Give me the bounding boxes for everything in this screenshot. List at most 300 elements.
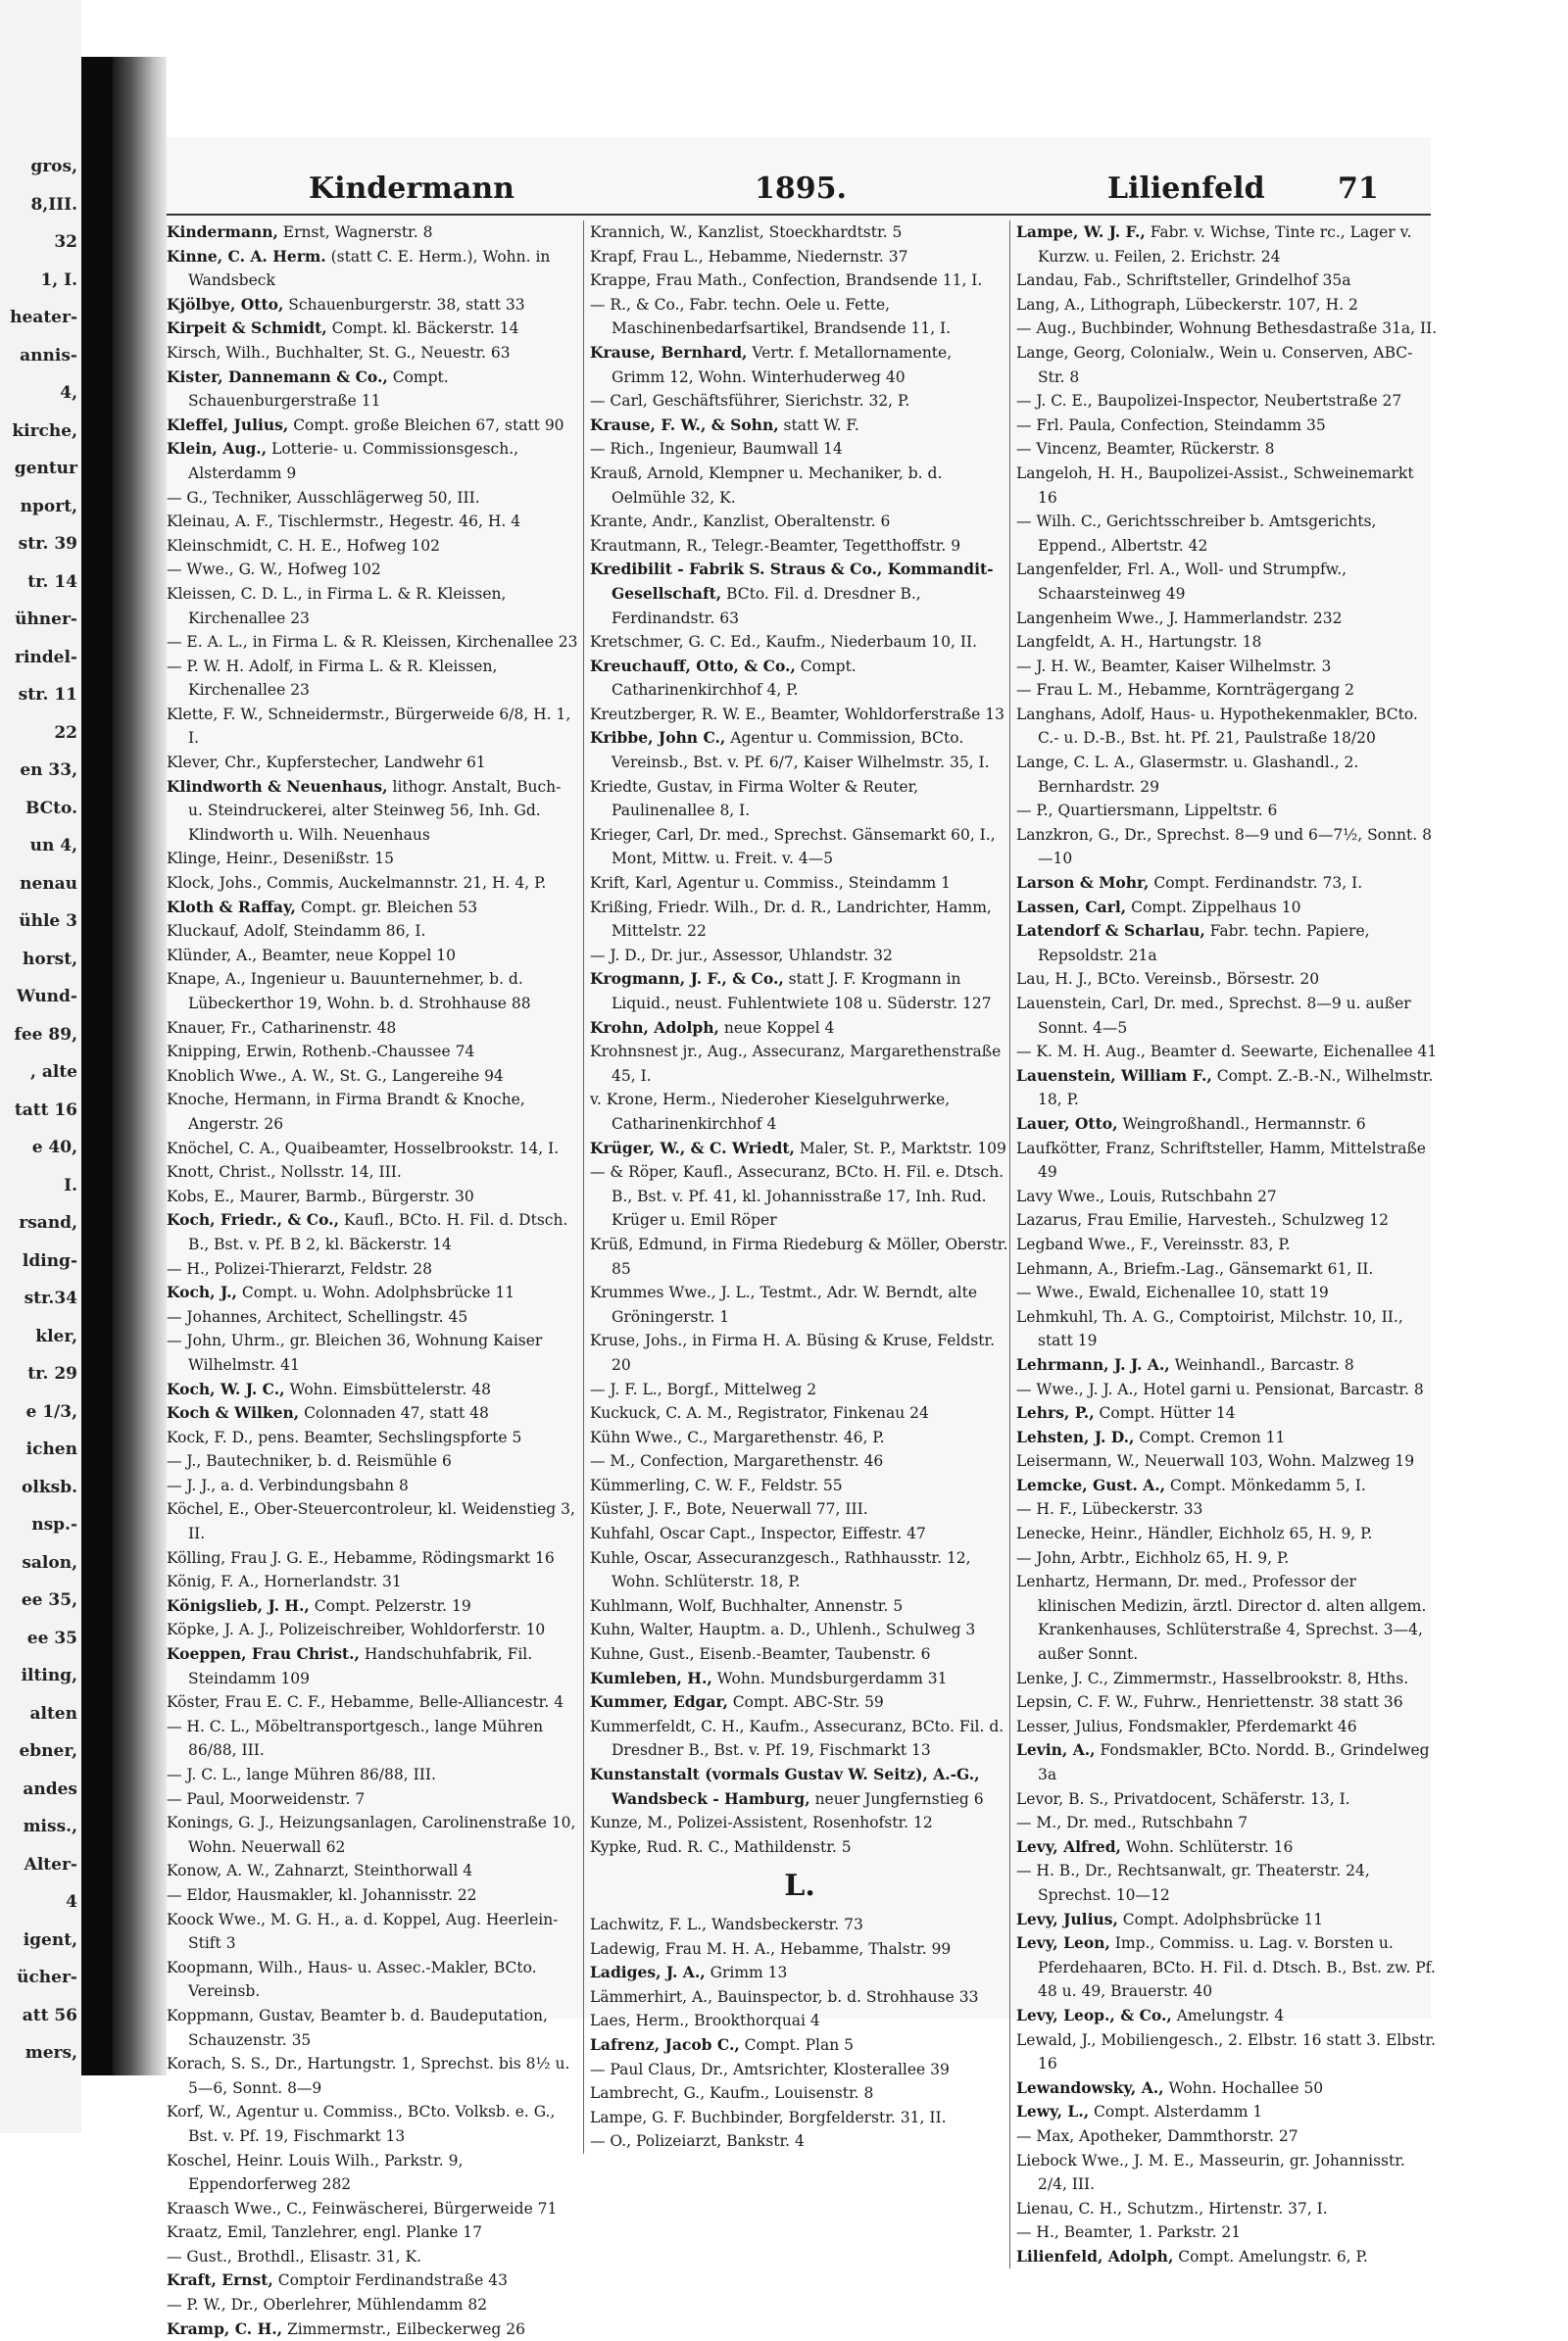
entry-text: Wohn. Mundsburgerdamm 31 xyxy=(711,1669,948,1687)
directory-entry xyxy=(167,703,580,751)
entry-text: Lange, C. L. A., Glasermstr. u. Glashandl., 2. Bernhardstr. 29 xyxy=(1016,754,1359,796)
entry-text: Lotterie- u. Commissionsgesch., Alsterdamm 9 xyxy=(188,440,519,482)
directory-entry xyxy=(590,462,1009,510)
entry-text: Kirsch, Wilh., Buchhalter, St. G., Neuestr. 63 xyxy=(167,343,511,362)
directory-entry xyxy=(590,2081,1009,2106)
directory-entry xyxy=(1016,389,1438,414)
entry-text: Lenecke, Heinr., Händler, Eichholz 65, H. 9, P. xyxy=(1016,1525,1373,1543)
directory-entry xyxy=(590,703,1009,727)
entry-name-bold: Kinne, C. A. Herm. xyxy=(167,246,326,266)
entry-text: Knott, Christ., Nollsstr. 14, III. xyxy=(167,1163,402,1182)
adjacent-page-text: salon, xyxy=(22,1552,77,1573)
directory-entry xyxy=(167,1956,580,2004)
directory-entry xyxy=(167,2100,580,2148)
entry-text: Colonnaden 47, statt 48 xyxy=(299,1404,489,1423)
adjacent-page-text: en 33, xyxy=(20,760,77,780)
adjacent-page-text: gentur xyxy=(14,459,77,478)
column-3 xyxy=(1009,220,1438,2268)
adjacent-page-text: ilting, xyxy=(21,1666,77,1685)
directory-entry xyxy=(1016,2245,1438,2269)
directory-entry xyxy=(167,896,580,920)
directory-entry xyxy=(167,919,580,944)
entry-text: — P. W., Dr., Oberlehrer, Mühlendamm 82 xyxy=(167,2296,488,2315)
entry-text: Fondsmakler, BCto. Nordd. B., Grindelweg 3a xyxy=(1038,1741,1430,1783)
directory-entry xyxy=(590,944,1009,968)
column-2-k-entries xyxy=(590,220,1009,1859)
entry-name-bold: Kredibilit - Fabrik S. Straus & Co., Kommandit-Gesellschaft, xyxy=(590,560,994,603)
entry-text: Kock, F. D., pens. Beamter, Sechslingspforte 5 xyxy=(167,1428,522,1446)
directory-entry xyxy=(590,1378,1009,1402)
directory-entry xyxy=(590,1763,1009,1811)
directory-entry xyxy=(167,245,580,293)
entry-name-bold: Latendorf & Scharlau, xyxy=(1016,921,1205,941)
adjacent-page-text: 1, I. xyxy=(40,269,77,290)
entry-text: Kuhlmann, Wolf, Buchhalter, Annenstr. 5 xyxy=(590,1596,904,1615)
entry-name-bold: Lehsten, J. D., xyxy=(1016,1427,1135,1446)
adjacent-page-text: un 4, xyxy=(29,836,77,855)
directory-entry xyxy=(590,1961,1009,1985)
entry-text: Lachwitz, F. L., Wandsbeckerstr. 73 xyxy=(590,1915,863,1933)
directory-entry xyxy=(1016,799,1438,823)
entry-text: Lenke, J. C., Zimmermstr., Hasselbrookstr. 8, Hths. xyxy=(1016,1669,1409,1687)
directory-entry xyxy=(590,1937,1009,1962)
entry-text: Fabr. techn. Papiere, Repsoldstr. 21a xyxy=(1038,922,1370,964)
adjacent-page-text: miss., xyxy=(23,1817,77,1836)
entry-name-bold: Kreuchauff, Otto, & Co., xyxy=(590,656,796,675)
entry-name-bold: Levy, Leon, xyxy=(1016,1933,1110,1953)
entry-text: Compt. Adolphsbrücke 11 xyxy=(1117,1910,1324,1928)
directory-entry xyxy=(590,2033,1009,2058)
directory-entry xyxy=(1016,2197,1438,2221)
entry-text: — John, Uhrm., gr. Bleichen 36, Wohnung Kaiser Wilhelmstr. 41 xyxy=(167,1332,543,1374)
directory-entry xyxy=(167,293,580,317)
adjacent-page-text: mers, xyxy=(24,2043,77,2063)
entry-text: — Frl. Paula, Confection, Steindamm 35 xyxy=(1016,415,1326,434)
directory-entry xyxy=(167,582,580,630)
directory-entry xyxy=(1016,1835,1438,1860)
directory-entry xyxy=(167,1378,580,1402)
entry-text: Kraatz, Emil, Tanzlehrer, engl. Planke 17 xyxy=(167,2223,482,2242)
directory-entry xyxy=(590,389,1009,414)
directory-entry xyxy=(1016,678,1438,703)
directory-entry xyxy=(167,944,580,968)
entry-text: Lepsin, C. F. W., Fuhrw., Henriettenstr. 38 statt 36 xyxy=(1016,1693,1403,1712)
entry-name-bold: Kleffel, Julius, xyxy=(167,415,289,434)
directory-entry xyxy=(590,871,1009,896)
entry-text: Krüß, Edmund, in Firma Riedeburg & Möller, Oberstr. 85 xyxy=(590,1235,1008,1278)
directory-entry xyxy=(1016,823,1438,871)
directory-entry xyxy=(167,220,580,245)
directory-entry xyxy=(167,1088,580,1136)
entry-text: Vertr. f. Metallornamente, Grimm 12, Wohn. Winterhuderweg 40 xyxy=(612,343,953,386)
entry-text: Lienau, C. H., Schutzm., Hirtenstr. 37, I. xyxy=(1016,2199,1328,2218)
directory-entry xyxy=(167,2220,580,2245)
adjacent-page-text: tr. 29 xyxy=(27,1364,77,1384)
entry-text: — & Röper, Kaufl., Assecuranz, BCto. H. Fil. e. Dtsch. B., Bst. v. Pf. 41, kl. Johannisstraße 17, Inh. Rud. Krüger u. Emil Röper xyxy=(590,1163,1004,1230)
directory-entry xyxy=(1016,1931,1438,2004)
entry-text: Lang, A., Lithograph, Lübeckerstr. 107, H. 2 xyxy=(1016,295,1358,314)
entry-text: Kreutzberger, R. W. E., Beamter, Wohldorferstraße 13 xyxy=(590,705,1005,723)
directory-entry xyxy=(167,1305,580,1330)
adjacent-page-text: igent, xyxy=(23,1929,77,1950)
entry-text: — J. C. E., Baupolizei-Inspector, Neubertstraße 27 xyxy=(1016,392,1402,411)
entry-text: Korach, S. S., Dr., Hartungstr. 1, Sprechst. bis 8½ u. 5—6, Sonnt. 8—9 xyxy=(167,2055,570,2097)
entry-text: Krautmann, R., Telegr.-Beamter, Tegetthoffstr. 9 xyxy=(590,536,961,555)
directory-entry xyxy=(167,655,580,703)
entry-text: Lewald, J., Mobiliengesch., 2. Elbstr. 16 statt 3. Elbstr. 16 xyxy=(1016,2030,1436,2073)
entry-name-bold: Kloth & Raffay, xyxy=(167,897,296,916)
directory-entry xyxy=(590,1401,1009,1426)
directory-entry xyxy=(590,293,1009,341)
directory-entry xyxy=(1016,1401,1438,1426)
directory-entry xyxy=(590,1642,1009,1667)
directory-entry xyxy=(1016,1908,1438,1932)
adjacent-page-text: heater- xyxy=(10,308,77,327)
entry-name-bold: Lilienfeld, Adolph, xyxy=(1016,2246,1174,2266)
adjacent-page-text: fee 89, xyxy=(14,1024,77,1045)
directory-entry xyxy=(1016,2028,1438,2076)
entry-text: Kuhn, Walter, Hauptm. a. D., Uhlenh., Schulweg 3 xyxy=(590,1621,976,1639)
entry-text: Knoblich Wwe., A. W., St. G., Langereihe 94 xyxy=(167,1066,504,1085)
adjacent-page-text: I. xyxy=(64,1175,77,1195)
directory-entry xyxy=(1016,268,1438,293)
directory-entry xyxy=(167,1883,580,1908)
entry-text: Korf, W., Agentur u. Commiss., BCto. Volksb. e. G., Bst. v. Pf. 19, Fischmarkt 13 xyxy=(167,2103,556,2145)
entry-text: — H. C. L., Möbeltransportgesch., lange Mühren 86/88, III. xyxy=(167,1717,544,1760)
entry-name-bold: Koch, W. J. C., xyxy=(167,1379,285,1398)
entry-text: Lesser, Julius, Fondsmakler, Pferdemarkt 46 xyxy=(1016,1717,1357,1735)
entry-text: Wohn. Hochallee 50 xyxy=(1163,2078,1324,2097)
directory-entry xyxy=(590,1546,1009,1594)
entry-name-bold: Levy, Julius, xyxy=(1016,1909,1118,1928)
entry-text: Lavy Wwe., Louis, Rutschbahn 27 xyxy=(1016,1187,1277,1205)
directory-entry xyxy=(590,1449,1009,1474)
directory-entry xyxy=(167,1401,580,1426)
directory-entry xyxy=(1016,2004,1438,2028)
adjacent-page-text: ücher- xyxy=(17,1968,77,1987)
entry-text: statt J. F. Krogmann in Liquid., neust. Fuhlentwiete 108 u. Süderstr. 127 xyxy=(612,970,992,1012)
directory-entry xyxy=(167,1016,580,1041)
entry-text: — P., Quartiersmann, Lippeltstr. 6 xyxy=(1016,802,1278,820)
entry-text: Compt. gr. Bleichen 53 xyxy=(295,898,478,916)
entry-text: Kümmerling, C. W. F., Feldstr. 55 xyxy=(590,1476,843,1494)
directory-entry xyxy=(167,317,580,341)
directory-entry xyxy=(1016,220,1438,268)
entry-text: Koopmann, Wilh., Haus- u. Assec.-Makler, BCto. Vereinsb. xyxy=(167,1958,537,2001)
adjacent-page-text: kirche, xyxy=(12,420,77,441)
directory-entry xyxy=(590,1618,1009,1642)
directory-entry xyxy=(590,1913,1009,1937)
directory-entry xyxy=(590,1329,1009,1377)
entry-name-bold: Ladiges, J. A., xyxy=(590,1963,706,1982)
entry-text: Klinge, Heinr., Desenißstr. 15 xyxy=(167,850,395,868)
entry-text: Kunze, M., Polizei-Assistent, Rosenhofstr. 12 xyxy=(590,1814,933,1832)
entry-text: Laufkötter, Franz, Schriftsteller, Hamm, Mittelstraße 49 xyxy=(1016,1139,1426,1182)
directory-entry xyxy=(590,1160,1009,1233)
adjacent-page-text: ichen xyxy=(25,1439,77,1459)
directory-entry xyxy=(590,268,1009,293)
entry-text: Legband Wwe., F., Vereinsstr. 83, P. xyxy=(1016,1235,1291,1253)
directory-entry xyxy=(167,1257,580,1282)
entry-text: Krannich, W., Kanzlist, Stoeckhardtstr. 5 xyxy=(590,223,903,241)
directory-entry xyxy=(167,871,580,896)
directory-entry xyxy=(167,630,580,655)
entry-text: Kleinschmidt, C. H. E., Hofweg 102 xyxy=(167,536,441,555)
entry-text: Lehmann, A., Briefm.-Lag., Gänsemarkt 61, II. xyxy=(1016,1259,1374,1278)
adjacent-page-text: str. 11 xyxy=(18,685,77,705)
directory-entry xyxy=(1016,437,1438,462)
entry-name-bold: Levin, A., xyxy=(1016,1740,1096,1760)
directory-entry xyxy=(590,1137,1009,1161)
entry-text: — J. F. L., Borgf., Mittelweg 2 xyxy=(590,1380,817,1398)
directory-entry xyxy=(1016,1522,1438,1546)
entry-text: Konings, G. J., Heizungsanlagen, Carolinenstraße 10, Wohn. Neuerwall 62 xyxy=(167,1814,576,1856)
entry-text: Wohn. Eimsbüttelerstr. 48 xyxy=(284,1380,491,1398)
entry-text: Handschuhfabrik, Fil. Steindamm 109 xyxy=(188,1645,533,1687)
entry-name-bold: Königslieb, J. H., xyxy=(167,1595,310,1615)
entry-text: Lazarus, Frau Emilie, Harvesteh., Schulzweg 12 xyxy=(1016,1211,1389,1230)
entry-text: — J. J., a. d. Verbindungsbahn 8 xyxy=(167,1476,409,1494)
running-head-last: Lilienfeld xyxy=(1107,171,1265,206)
directory-entry xyxy=(1016,1040,1438,1064)
entry-name-bold: Lampe, W. J. F., xyxy=(1016,222,1146,241)
directory-entry xyxy=(590,534,1009,559)
entry-text: — Vincenz, Beamter, Rückerstr. 8 xyxy=(1016,440,1275,459)
directory-page xyxy=(167,137,1438,2338)
directory-entry xyxy=(590,341,1009,389)
entry-text: Kobs, E., Maurer, Barmb., Bürgerstr. 30 xyxy=(167,1187,474,1205)
entry-text: Kummerfeldt, C. H., Kaufm., Assecuranz, BCto. Fil. d. Dresdner B., Bst. v. Pf. 19, Fischmarkt 13 xyxy=(590,1717,1004,1760)
adjacent-page-text: nenau xyxy=(20,873,77,894)
column-2 xyxy=(583,220,1009,2154)
adjacent-page-text: gros, xyxy=(30,157,77,176)
entry-text: Klette, F. W., Schneidermstr., Bürgerweide 6/8, H. 1, I. xyxy=(167,705,571,748)
entry-name-bold: Kribbe, John C., xyxy=(590,728,726,748)
entry-name-bold: Krogmann, J. F., & Co., xyxy=(590,969,784,989)
entry-name-bold: Krüger, W., & C. Wriedt, xyxy=(590,1138,795,1157)
entry-text: — R., & Co., Fabr. techn. Oele u. Fette, Maschinenbedarfsartikel, Brandsende 11, I. xyxy=(590,295,952,338)
section-letter: L. xyxy=(784,1869,815,1904)
entry-text: König, F. A., Hornerlandstr. 31 xyxy=(167,1573,402,1591)
directory-entry xyxy=(1016,1667,1438,1691)
directory-entry xyxy=(1016,1738,1438,1786)
adjacent-page-text: alten xyxy=(29,1703,77,1724)
entry-name-bold: Levy, Alfred, xyxy=(1016,1836,1121,1856)
directory-entry xyxy=(590,1667,1009,1691)
directory-entry xyxy=(167,1449,580,1474)
directory-entry xyxy=(167,1160,580,1185)
entry-text: Laes, Herm., Brookthorquai 4 xyxy=(590,2012,820,2030)
adjacent-page-text: att 56 xyxy=(22,2005,77,2025)
entry-name-bold: Kraft, Ernst, xyxy=(167,2270,273,2290)
directory-entry xyxy=(590,1522,1009,1546)
entry-text: Krift, Karl, Agentur u. Commiss., Steindamm 1 xyxy=(590,874,952,893)
entry-text: Krapf, Frau L., Hebamme, Niedernstr. 37 xyxy=(590,247,908,266)
directory-entry xyxy=(590,1985,1009,2010)
entry-text: Weinhandl., Barcastr. 8 xyxy=(1169,1355,1354,1374)
directory-entry xyxy=(167,1064,580,1089)
entry-text: Langhans, Adolf, Haus- u. Hypothekenmakler, BCto. C.- u. D.-B., Bst. ht. Pf. 21, Paulstraße 18/20 xyxy=(1016,705,1418,748)
directory-entry xyxy=(590,726,1009,774)
adjacent-page-text: annis- xyxy=(20,345,77,366)
entry-text: Kölling, Frau J. G. E., Hebamme, Rödingsmarkt 16 xyxy=(167,1548,555,1567)
directory-entry xyxy=(167,2052,580,2100)
page-gutter-shadow xyxy=(113,57,167,2075)
directory-entry xyxy=(167,967,580,1015)
entry-text: v. Krone, Herm., Niederoher Kieselguhrwerke, Catharinenkirchhof 4 xyxy=(590,1091,951,1133)
entry-text: Compt. u. Wohn. Adolphsbrücke 11 xyxy=(236,1284,515,1302)
directory-entry xyxy=(167,1570,580,1594)
directory-entry xyxy=(590,1426,1009,1450)
adjacent-page-text: rindel- xyxy=(15,647,77,667)
adjacent-page-text: ebner, xyxy=(19,1741,77,1761)
entry-text: — M., Confection, Margarethenstr. 46 xyxy=(590,1452,884,1471)
entry-text: Krißing, Friedr. Wilh., Dr. d. R., Landrichter, Hamm, Mittelstr. 22 xyxy=(590,898,992,941)
entry-text: Kuhfahl, Oscar Capt., Inspector, Eiffestr. 47 xyxy=(590,1525,926,1543)
entry-text: Levor, B. S., Privatdocent, Schäferstr. 13, I. xyxy=(1016,1789,1350,1808)
directory-entry xyxy=(590,414,1009,438)
directory-entry xyxy=(1016,607,1438,631)
directory-entry xyxy=(590,1281,1009,1329)
entry-name-bold: Krause, F. W., & Sohn, xyxy=(590,415,779,434)
page-header xyxy=(167,171,1431,211)
directory-entry xyxy=(167,2317,580,2341)
directory-entry xyxy=(590,967,1009,1015)
directory-entry xyxy=(1016,2220,1438,2245)
entry-text: Compt. Schauenburgerstraße 11 xyxy=(188,367,449,411)
entry-text: Ladewig, Frau M. H. A., Hebamme, Thalstr. 99 xyxy=(590,1939,952,1958)
directory-entry xyxy=(167,1908,580,1956)
directory-entry xyxy=(1016,1257,1438,1282)
entry-name-bold: Larson & Mohr, xyxy=(1016,873,1150,893)
directory-entry xyxy=(1016,1353,1438,1378)
directory-entry xyxy=(1016,703,1438,751)
directory-entry xyxy=(1016,1185,1438,1209)
entry-text: — Paul Claus, Dr., Amtsrichter, Klosterallee 39 xyxy=(590,2060,950,2078)
directory-entry xyxy=(167,486,580,511)
adjacent-page-text: BCto. xyxy=(24,798,77,818)
entry-name-bold: Kummer, Edgar, xyxy=(590,1692,728,1712)
entry-text: Kraasch Wwe., C., Feinwäscherei, Bürgerweide 71 xyxy=(167,2199,558,2218)
directory-entry xyxy=(590,1811,1009,1835)
adjacent-page-fragment xyxy=(0,0,81,2133)
entry-text: — Rich., Ingenieur, Baumwall 14 xyxy=(590,440,843,459)
entry-text: Wohn. Schlüterstr. 16 xyxy=(1120,1837,1294,1856)
entry-name-bold: Koch & Wilken, xyxy=(167,1403,300,1423)
entry-text: Küster, J. F., Bote, Neuerwall 77, III. xyxy=(590,1500,868,1519)
directory-entry xyxy=(590,2129,1009,2154)
directory-entry xyxy=(167,1137,580,1161)
directory-entry xyxy=(1016,1449,1438,1474)
entry-text: Kleinau, A. F., Tischlermstr., Hegestr. 46, H. 4 xyxy=(167,512,521,531)
directory-entry xyxy=(1016,919,1438,967)
directory-entry xyxy=(167,366,580,414)
entry-text: — Gust., Brothdl., Elisastr. 31, K. xyxy=(167,2247,422,2266)
directory-entry xyxy=(167,2004,580,2052)
adjacent-page-text: tatt 16 xyxy=(14,1099,77,1120)
directory-entry xyxy=(1016,2149,1438,2197)
entry-text: Kuhle, Oscar, Assecuranzgesch., Rathhausstr. 12, Wohn. Schlüterstr. 18, P. xyxy=(590,1548,971,1591)
adjacent-page-text: nsp.- xyxy=(31,1515,77,1535)
directory-entry xyxy=(1016,1474,1438,1498)
directory-entry xyxy=(1016,630,1438,655)
entry-text: Kuhne, Gust., Eisenb.-Beamter, Taubenstr. 6 xyxy=(590,1645,931,1664)
entry-text: Krummes Wwe., J. L., Testmt., Adr. W. Berndt, alte Gröningerstr. 1 xyxy=(590,1284,978,1326)
directory-entry xyxy=(1016,655,1438,679)
entry-text: Liebock Wwe., J. M. E., Masseurin, gr. Johannisstr. 2/4, III. xyxy=(1016,2151,1405,2194)
adjacent-page-text: lding- xyxy=(22,1250,77,1271)
entry-text: Kühn Wwe., C., Margarethenstr. 46, P. xyxy=(590,1428,885,1446)
entry-name-bold: Kramp, C. H., xyxy=(167,2318,283,2338)
directory-entry xyxy=(590,1835,1009,1860)
entry-text: — M., Dr. med., Rutschbahn 7 xyxy=(1016,1814,1249,1832)
directory-entry xyxy=(590,510,1009,534)
adjacent-page-text: str.34 xyxy=(24,1289,77,1308)
entry-name-bold: Kindermann, xyxy=(167,222,278,241)
running-head-first: Kindermann xyxy=(309,171,514,206)
directory-entry xyxy=(590,1088,1009,1136)
entry-name-bold: Klindworth & Neuenhaus, xyxy=(167,776,388,796)
directory-entry xyxy=(1016,293,1438,317)
entry-text: — Wwe., J. J. A., Hotel garni u. Pensionat, Barcastr. 8 xyxy=(1016,1380,1424,1398)
entry-name-bold: Koch, Friedr., & Co., xyxy=(167,1210,339,1230)
directory-entry xyxy=(167,2197,580,2221)
directory-entry xyxy=(590,1594,1009,1619)
entry-text: Agentur u. Commission, BCto. Vereinsb., Bst. v. Pf. 6/7, Kaiser Wilhelmstr. 35, I. xyxy=(612,729,990,772)
directory-entry xyxy=(167,1185,580,1209)
page-number: 71 xyxy=(1338,171,1379,206)
directory-entry xyxy=(167,1497,580,1545)
entry-name-bold: Kister, Dannemann & Co., xyxy=(167,366,388,386)
entry-text: Lämmerhirt, A., Bauinspector, b. d. Strohhause 33 xyxy=(590,1987,979,2006)
directory-entry xyxy=(167,2268,580,2293)
entry-text: Schauenburgerstr. 38, statt 33 xyxy=(283,295,525,314)
directory-entry xyxy=(1016,896,1438,920)
entry-name-bold: Lauenstein, William F., xyxy=(1016,1065,1212,1085)
entry-text: Langenheim Wwe., J. Hammerlandstr. 232 xyxy=(1016,609,1343,627)
entry-text: — Johannes, Architect, Schellingstr. 45 xyxy=(167,1307,468,1326)
adjacent-page-text: kler, xyxy=(35,1326,77,1346)
directory-entry xyxy=(1016,341,1438,389)
entry-text: Lehmkuhl, Th. A. G., Comptoirist, Milchstr. 10, II., statt 19 xyxy=(1016,1307,1403,1350)
entry-text: Kaufl., BCto. H. Fil. d. Dtsch. B., Bst. v. Pf. B 2, kl. Bäckerstr. 14 xyxy=(188,1211,568,1253)
directory-entry xyxy=(1016,1497,1438,1522)
entry-text: — Wilh. C., Gerichtsschreiber b. Amtsgerichts, Eppend., Albertstr. 42 xyxy=(1016,512,1377,555)
adjacent-page-text: e 40, xyxy=(31,1138,77,1157)
entry-text: Zimmermstr., Eilbeckerweg 26 xyxy=(282,2319,526,2338)
entry-text: BCto. Fil. d. Dresdner B., Ferdinandstr. 63 xyxy=(612,584,921,627)
entry-text: — J. C. L., lange Mühren 86/88, III. xyxy=(167,1766,436,1783)
adjacent-page-text: tr. 14 xyxy=(27,571,77,592)
directory-entry xyxy=(590,655,1009,703)
entry-text: Leisermann, W., Neuerwall 103, Wohn. Malzweg 19 xyxy=(1016,1452,1415,1471)
entry-text: — Frau L. M., Hebamme, Kornträgergang 2 xyxy=(1016,681,1354,700)
directory-entry xyxy=(1016,1570,1438,1666)
entry-text: Krieger, Carl, Dr. med., Sprechst. Gänsemarkt 60, I., Mont, Mittw. u. Freit. v. 4—5 xyxy=(590,825,996,868)
directory-entry xyxy=(167,1715,580,1763)
entry-name-bold: Koch, J., xyxy=(167,1283,237,1302)
entry-text: — H., Polizei-Thierarzt, Feldstr. 28 xyxy=(167,1259,432,1278)
entry-text: Compt. Pelzerstr. 19 xyxy=(309,1596,471,1615)
entry-text: Comptoir Ferdinandstraße 43 xyxy=(272,2271,508,2290)
directory-entry xyxy=(1016,1112,1438,1137)
entry-text: Köster, Frau E. C. F., Hebamme, Belle-Alliancestr. 4 xyxy=(167,1693,564,1712)
entry-text: — Eldor, Hausmakler, kl. Johannisstr. 22 xyxy=(167,1885,477,1904)
adjacent-page-text: ee 35 xyxy=(26,1628,77,1648)
directory-entry xyxy=(590,1715,1009,1763)
entry-text: — H. B., Dr., Rechtsanwalt, gr. Theaterstr. 24, Sprechst. 10—12 xyxy=(1016,1862,1370,1904)
entry-text: — Wwe., G. W., Hofweg 102 xyxy=(167,561,381,579)
